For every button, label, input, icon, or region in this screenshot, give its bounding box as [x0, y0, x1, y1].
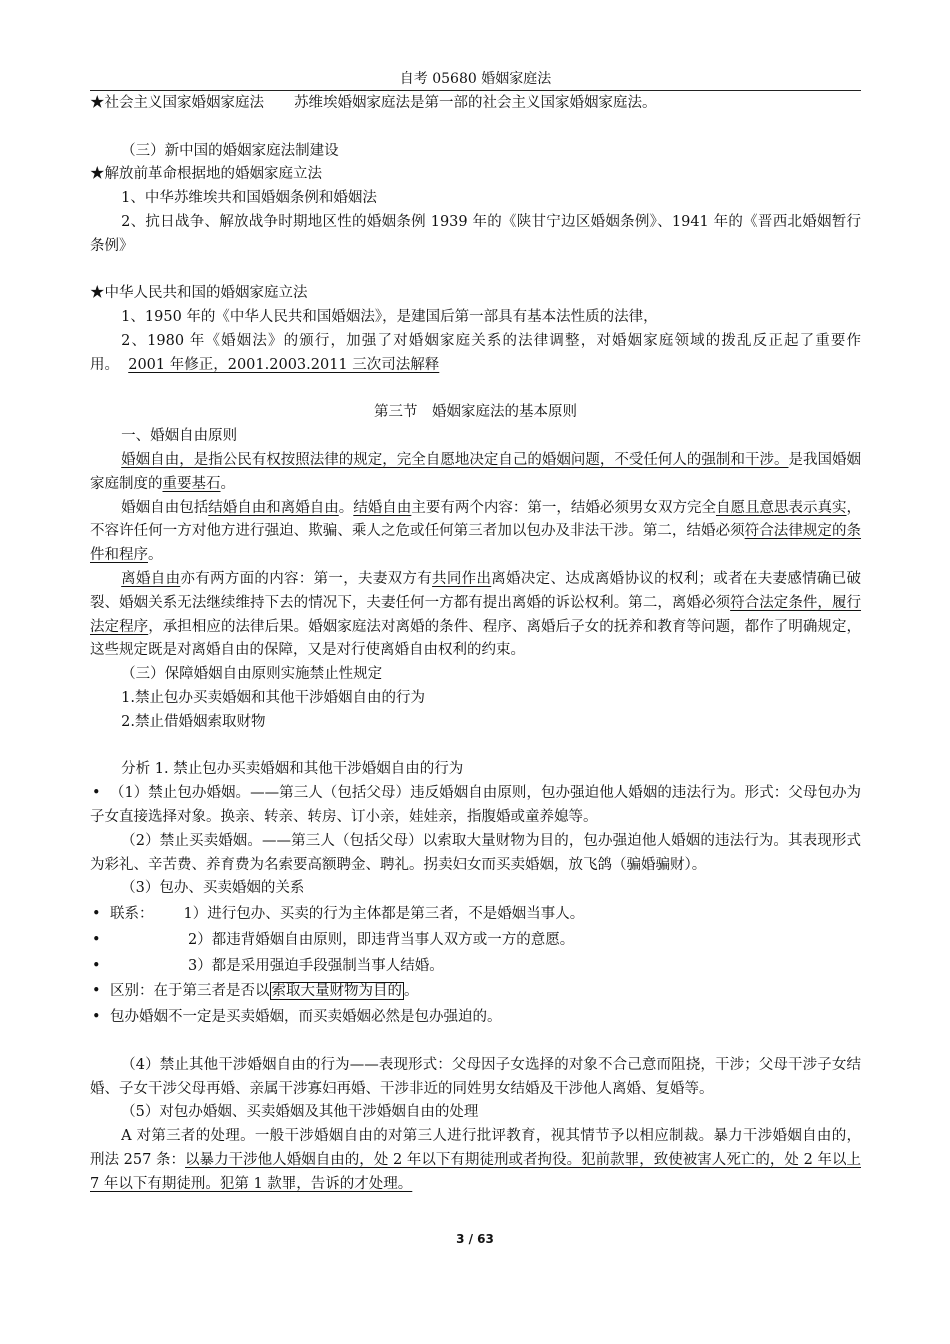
underlined-text: 以暴力干涉他人婚姻自由的，处 2 年以下有期徒刑或者拘役。犯前款罪，致使被害人死亡的，处 2 年以上 7 年以下有期徒刑。犯第 1 款罪，告诉的才处理。: [90, 1152, 861, 1192]
list-item: 2.禁止借婚姻索取财物: [121, 713, 266, 730]
bullet-label: 联系：: [110, 906, 154, 923]
body-text: （1）禁止包办婚姻。——第三人（包括父母）违反婚姻自由原则，包办强迫他人婚姻的违法行为。形式：父母包办为子女直接选择对象。换亲、转亲、转房、订小亲，娃娃亲，指腹婚或童养媳等。: [90, 785, 862, 825]
subheading: 一、婚姻自由原则: [121, 428, 238, 445]
underlined-text: 结婚自由和离婚自由: [208, 499, 339, 516]
body-text: 3）都是采用强迫手段强制当事人结婚。: [188, 957, 444, 974]
boxed-text: 索取大量财物为目的: [271, 983, 402, 1000]
bullet-icon: •: [92, 906, 101, 923]
body-text: 苏维埃婚姻家庭法是第一部的社会主义国家婚姻家庭法。: [294, 95, 657, 111]
underlined-text: 自愿且意思表示真实: [715, 499, 847, 516]
bullet-item: [90, 980, 861, 1004]
bullet-item: [90, 929, 861, 953]
subheading: （3）包办、买卖婚姻的关系: [121, 880, 305, 897]
underlined-text: 2001 年修正，2001.2003.2011 三次司法解释: [128, 356, 440, 373]
body-text: 区别：在于第三者是否以: [110, 983, 270, 1000]
body-text: 包办婚姻不一定是买卖婚姻，而买卖婚姻必然是包办强迫的。: [110, 1009, 502, 1026]
blank-line: [90, 116, 861, 140]
page-header: 自考 05680 婚姻家庭法: [90, 68, 861, 91]
body-text: ，承担相应的法律后果。婚姻家庭法对离婚的条件、程序、离婚后子女的抚养和教育等问题，都作了明确规定，这些规定既是对离婚自由的保障，又是对行使离婚自由权利的约束。: [90, 618, 862, 659]
body-text: ，不容许任何一方对他方进行强迫、欺骗、乘人之危或任何第三者加以包办及非法干涉。第二，结婚必须: [90, 499, 862, 540]
body-text: 亦有两方面的内容：第一，夫妻双方有: [180, 570, 433, 587]
subheading: （三）新中国的婚姻家庭法制建设: [121, 142, 339, 159]
list-item: 2、抗日战争、解放战争时期地区性的婚姻条例 1939 年的《陕甘宁边区婚姻条例》、1941 年的《晋西北婚姻暂行条例》: [90, 213, 861, 254]
bullet-icon: •: [92, 957, 101, 974]
underlined-text: 结婚自由: [353, 499, 412, 516]
paragraph: [90, 92, 861, 116]
body-text: 。: [148, 547, 163, 564]
blank-line: [90, 735, 861, 759]
bullet-icon: •: [92, 785, 101, 802]
paragraph: [90, 568, 861, 663]
bullet-icon: •: [92, 931, 101, 948]
body-text: 。: [404, 983, 419, 1000]
list-item: 1、1950 年的《中华人民共和国婚姻法》，是建国后第一部具有基本法性质的法律，: [121, 309, 658, 326]
star-heading: ★解放前革命根据地的婚姻家庭立法: [90, 166, 322, 183]
body-text: A 对第三者的处理。一般干涉婚姻自由的对第三人进行批评教育，视其情节予以相应制裁。暴力干涉婚姻自由的，刑法 257 条：: [90, 1128, 861, 1169]
underlined-text: 共同作出: [432, 570, 492, 587]
blank-line: [90, 378, 861, 402]
heading-text: ★社会主义国家婚姻家庭法: [90, 95, 264, 111]
paragraph: （4）禁止其他干涉婚姻自由的行为——表现形式：父母因子女选择的对象不合己意而阻挠，干涉；父母干涉子女结婚、子女干涉父母再婚、亲属干涉寡妇再婚、干涉非近的同姓男女结婚及干涉他人离婚、复婚等。: [90, 1056, 861, 1097]
list-item: [90, 330, 861, 378]
bullet-icon: •: [92, 1009, 101, 1026]
underlined-text: 离婚自由: [121, 570, 181, 587]
section-title: 第三节 婚姻家庭法的基本原则: [374, 404, 577, 421]
list-item: 1.禁止包办买卖婚姻和其他干涉婚姻自由的行为: [121, 689, 426, 706]
blank-line: [90, 1030, 861, 1054]
body-text: 。: [220, 475, 235, 492]
body-text: 离婚决定、达成离婚协议的权利；或者在夫妻感情确已破裂、婚姻关系无法继续维持下去的情况下，夫妻任何一方都有提出离婚的诉讼权利。第二，离婚必须: [90, 570, 862, 611]
body-text: 是我国婚姻家庭制度的: [90, 451, 862, 492]
blank-line: [90, 259, 861, 283]
body-text: 1）进行包办、买卖的行为主体都是第三者，不是婚姻当事人。: [183, 906, 585, 923]
paragraph: [90, 449, 861, 497]
body-text: 主要有两个内容：第一，结婚必须男女双方完全: [411, 499, 716, 516]
body-text: 婚姻自由包括: [121, 499, 209, 516]
paragraph: [90, 1125, 861, 1196]
bullet-item: [90, 903, 861, 927]
bullet-paragraph: [90, 782, 861, 830]
list-item: 1、中华苏维埃共和国婚姻条例和婚姻法: [121, 190, 377, 207]
analysis-heading: 分析 1. 禁止包办买卖婚姻和其他干涉婚姻自由的行为: [121, 761, 464, 778]
underlined-text: 符合法定条件，履行法定程序: [90, 594, 862, 635]
subheading: （5）对包办婚姻、买卖婚姻及其他干涉婚姻自由的处理: [121, 1104, 479, 1121]
underlined-text: 婚姻自由，是指公民有权按照法律的规定，完全自愿地决定自己的婚姻问题，不受任何人的强制和干涉。: [121, 451, 789, 468]
page-number: 3 / 63: [456, 1232, 494, 1246]
body-text: 2）都违背婚姻自由原则，即违背当事人双方或一方的意愿。: [188, 931, 575, 948]
subheading: （三）保障婚姻自由原则实施禁止性规定: [121, 666, 383, 683]
body-text: 2、1980 年《婚姻法》的颁行，加强了对婚姻家庭关系的法律调整，对婚姻家庭领域的拨乱反正起了重要作用。: [90, 332, 861, 373]
underlined-text: 重要基石: [162, 475, 221, 492]
bullet-item: [90, 955, 861, 979]
star-heading: ★中华人民共和国的婚姻家庭立法: [90, 285, 308, 302]
paragraph: （2）禁止买卖婚姻。——第三人（包括父母）以索取大量财物为目的，包办强迫他人婚姻的违法行为。其表现形式为彩礼、辛苦费、养育费为名索要高额聘金、聘礼。拐卖妇女而买卖婚姻，放飞鸽（骗婚骗财）。: [90, 832, 861, 873]
bullet-icon: •: [92, 983, 101, 1000]
paragraph: [90, 497, 861, 568]
underlined-text: 符合法律规定的条件和程序: [90, 523, 862, 564]
body-text: 。: [338, 499, 354, 516]
bullet-item: [90, 1006, 861, 1030]
document-body: [90, 92, 861, 1197]
